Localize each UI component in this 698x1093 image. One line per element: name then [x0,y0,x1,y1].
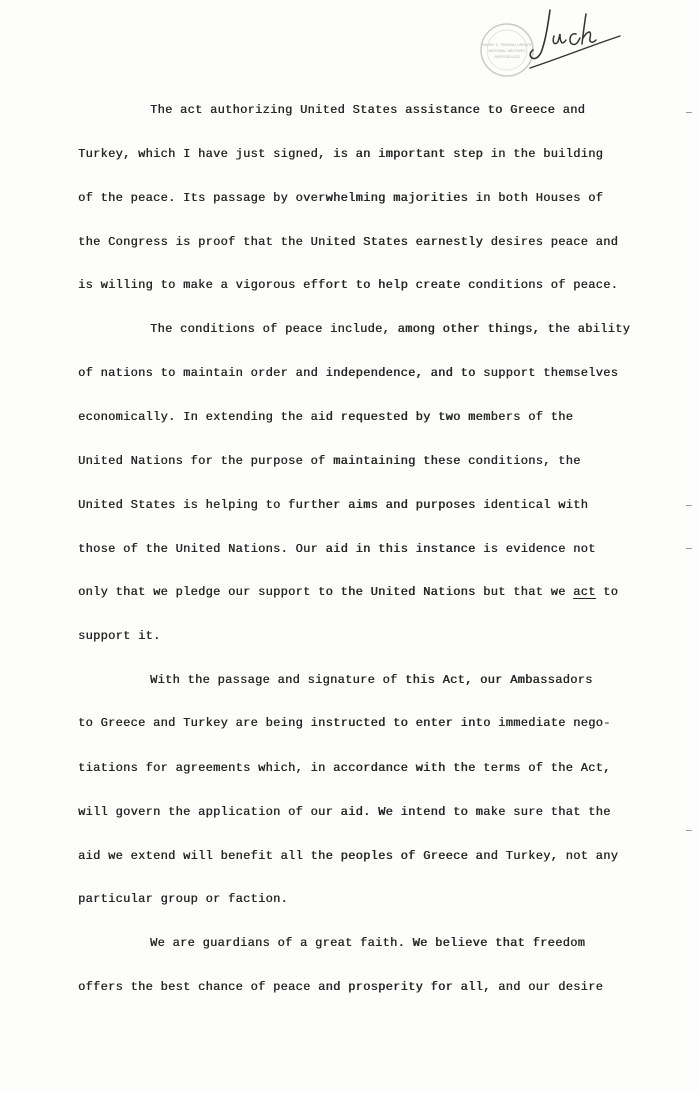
body-line: to Greece and Turkey are being instructed to enter into immediate nego- [78,716,611,730]
body-line: Turkey, which I have just signed, is an important step in the building [78,147,604,161]
body-line: of the peace. Its passage by overwhelming majorities in both Houses of [78,191,604,205]
body-line: The act authorizing United States assistance to Greece and [150,103,586,117]
line-text-before: only that we pledge our support to the United Nations but that we [78,585,574,599]
margin-mark [686,830,692,831]
underlined-word: act [573,585,596,599]
margin-mark [686,548,692,549]
body-line: United Nations for the purpose of maintaining these conditions, the [78,454,581,468]
stamp-line-3: REPRODUCED [494,55,520,59]
body-line: We are guardians of a great faith. We believe that freedom [150,936,586,950]
body-line: particular group or faction. [78,892,289,906]
margin-mark [686,505,692,506]
stamp-line-1: HARRY S. TRUMAN LIBRARY [482,43,532,47]
body-line: offers the best chance of peace and prosperity for all, and our desire [78,980,604,994]
handwritten-initials [520,2,625,74]
body-line: economically. In extending the aid requested by two members of the [78,410,574,424]
body-line: support it. [78,629,161,643]
body-line: will govern the application of our aid. We intend to make sure that the [78,805,611,819]
body-line: the Congress is proof that the United States earnestly desires peace and [78,235,619,249]
margin-mark [686,112,692,113]
body-line: The conditions of peace include, among other things, the ability [150,322,631,336]
body-line-with-underline [78,584,618,600]
body-line: tiations for agreements which, in accordance with the terms of the Act, [78,761,611,775]
body-line: of nations to maintain order and independence, and to support themselves [78,366,619,380]
body-line: those of the United Nations. Our aid in this instance is evidence not [78,542,596,556]
body-line: is willing to make a vigorous effort to help create conditions of peace. [78,278,619,292]
body-line: aid we extend will benefit all the peoples of Greece and Turkey, not any [78,849,619,863]
line-text-after: to [595,585,619,599]
body-line: United States is helping to further aims and purposes identical with [78,498,589,512]
body-line: With the passage and signature of this Act, our Ambassadors [150,673,593,687]
stamp-line-2: NATIONAL ARCHIVES [488,49,526,53]
